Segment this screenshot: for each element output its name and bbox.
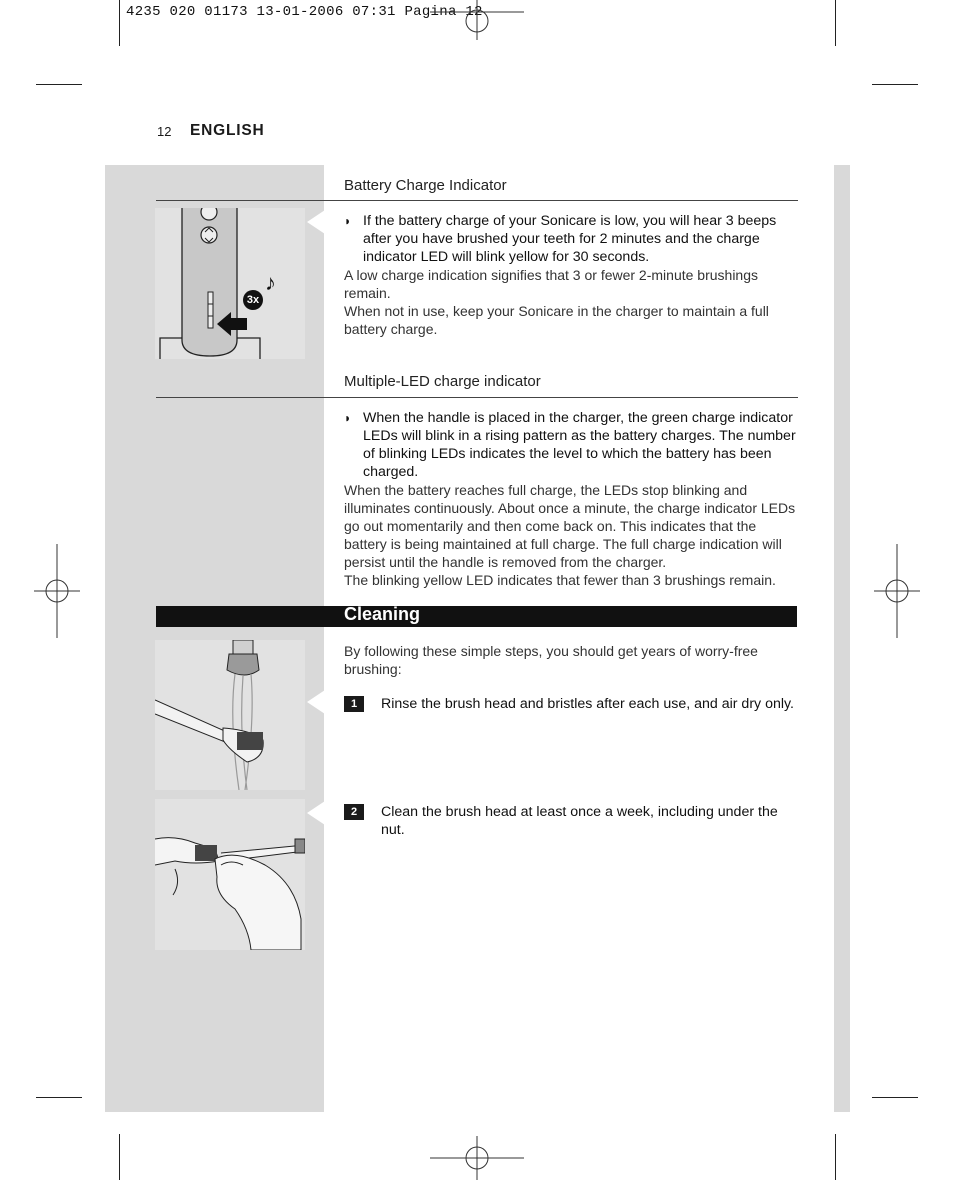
print-slug: 4235 020 01173 13-01-2006 07:31 Pagina 12 [126,4,483,20]
page-number: 12 [157,124,172,139]
pointer-triangle [307,801,325,825]
toothbrush-handle-illustration [155,208,305,359]
battery-bullet-text: If the battery charge of your Sonicare is low, you will hear 3 beeps after you have brushed your teeth for 2 minutes and the charge indicator LED will blink yellow for 30 seconds. [363,213,777,265]
multi-led-bullet [344,409,800,481]
registration-mark-top [430,0,524,40]
cleaning-title-bar [156,606,797,627]
multi-led-paragraph: The blinking yellow LED indicates that fewer than 3 brushings remain. [344,572,776,588]
step-text: Rinse the brush head and bristles after each use, and air dry only. [381,696,794,712]
beep-count-badge: 3x [243,290,263,310]
registration-mark-left [34,544,80,638]
pointer-triangle [307,210,325,234]
cleaning-intro: By following these simple steps, you should get years of worry-free brushing: [344,643,758,677]
bullet-icon: ◗ [344,411,352,425]
pointer-triangle [307,690,325,714]
hands-cleaning-illustration [155,799,305,950]
step-number: 2 [344,804,364,820]
bullet-icon: ◗ [344,214,352,228]
music-note-icon: ♪ [265,270,276,295]
rinse-brush-illustration [155,640,305,790]
multi-led-paragraph: When the battery reaches full charge, the LEDs stop blinking and illuminates continuously. About once a minute, the charge indicator LEDs go out momentarily and then come back on. This indicates that the battery is being maintained at full charge. The full charge indication will persist until the handle is removed from the charger. [344,482,796,570]
battery-paragraph: When not in use, keep your Sonicare in the charger to maintain a full battery charge. [344,303,769,337]
battery-bullet [344,212,800,266]
battery-section-title: Battery Charge Indicator [344,177,507,194]
multi-led-section-rule [156,397,798,398]
language-heading: ENGLISH [190,122,265,139]
step-text: Clean the brush head at least once a week, including under the nut. [381,804,778,838]
registration-mark-right [874,544,920,638]
multi-led-paragraphs [344,481,800,589]
step-number: 1 [344,696,364,712]
registration-mark-bottom [430,1136,524,1180]
clean-nut-illustration [155,799,305,950]
battery-paragraph: A low charge indication signifies that 3 or fewer 2-minute brushings remain. [344,267,758,301]
multi-led-section-title: Multiple-LED charge indicator [344,373,541,390]
battery-illustration [155,208,305,359]
battery-paragraphs [344,266,800,338]
right-gray-panel [834,165,850,1112]
rinse-illustration [155,640,305,790]
cleaning-section-title: Cleaning [344,604,421,624]
multi-led-bullet-text: When the handle is placed in the charger, the green charge indicator LEDs will blink in a rising pattern as the battery charges. The number of blinking LEDs indicates the level to which the battery has been charged. [363,410,796,480]
battery-section-rule [156,200,798,201]
